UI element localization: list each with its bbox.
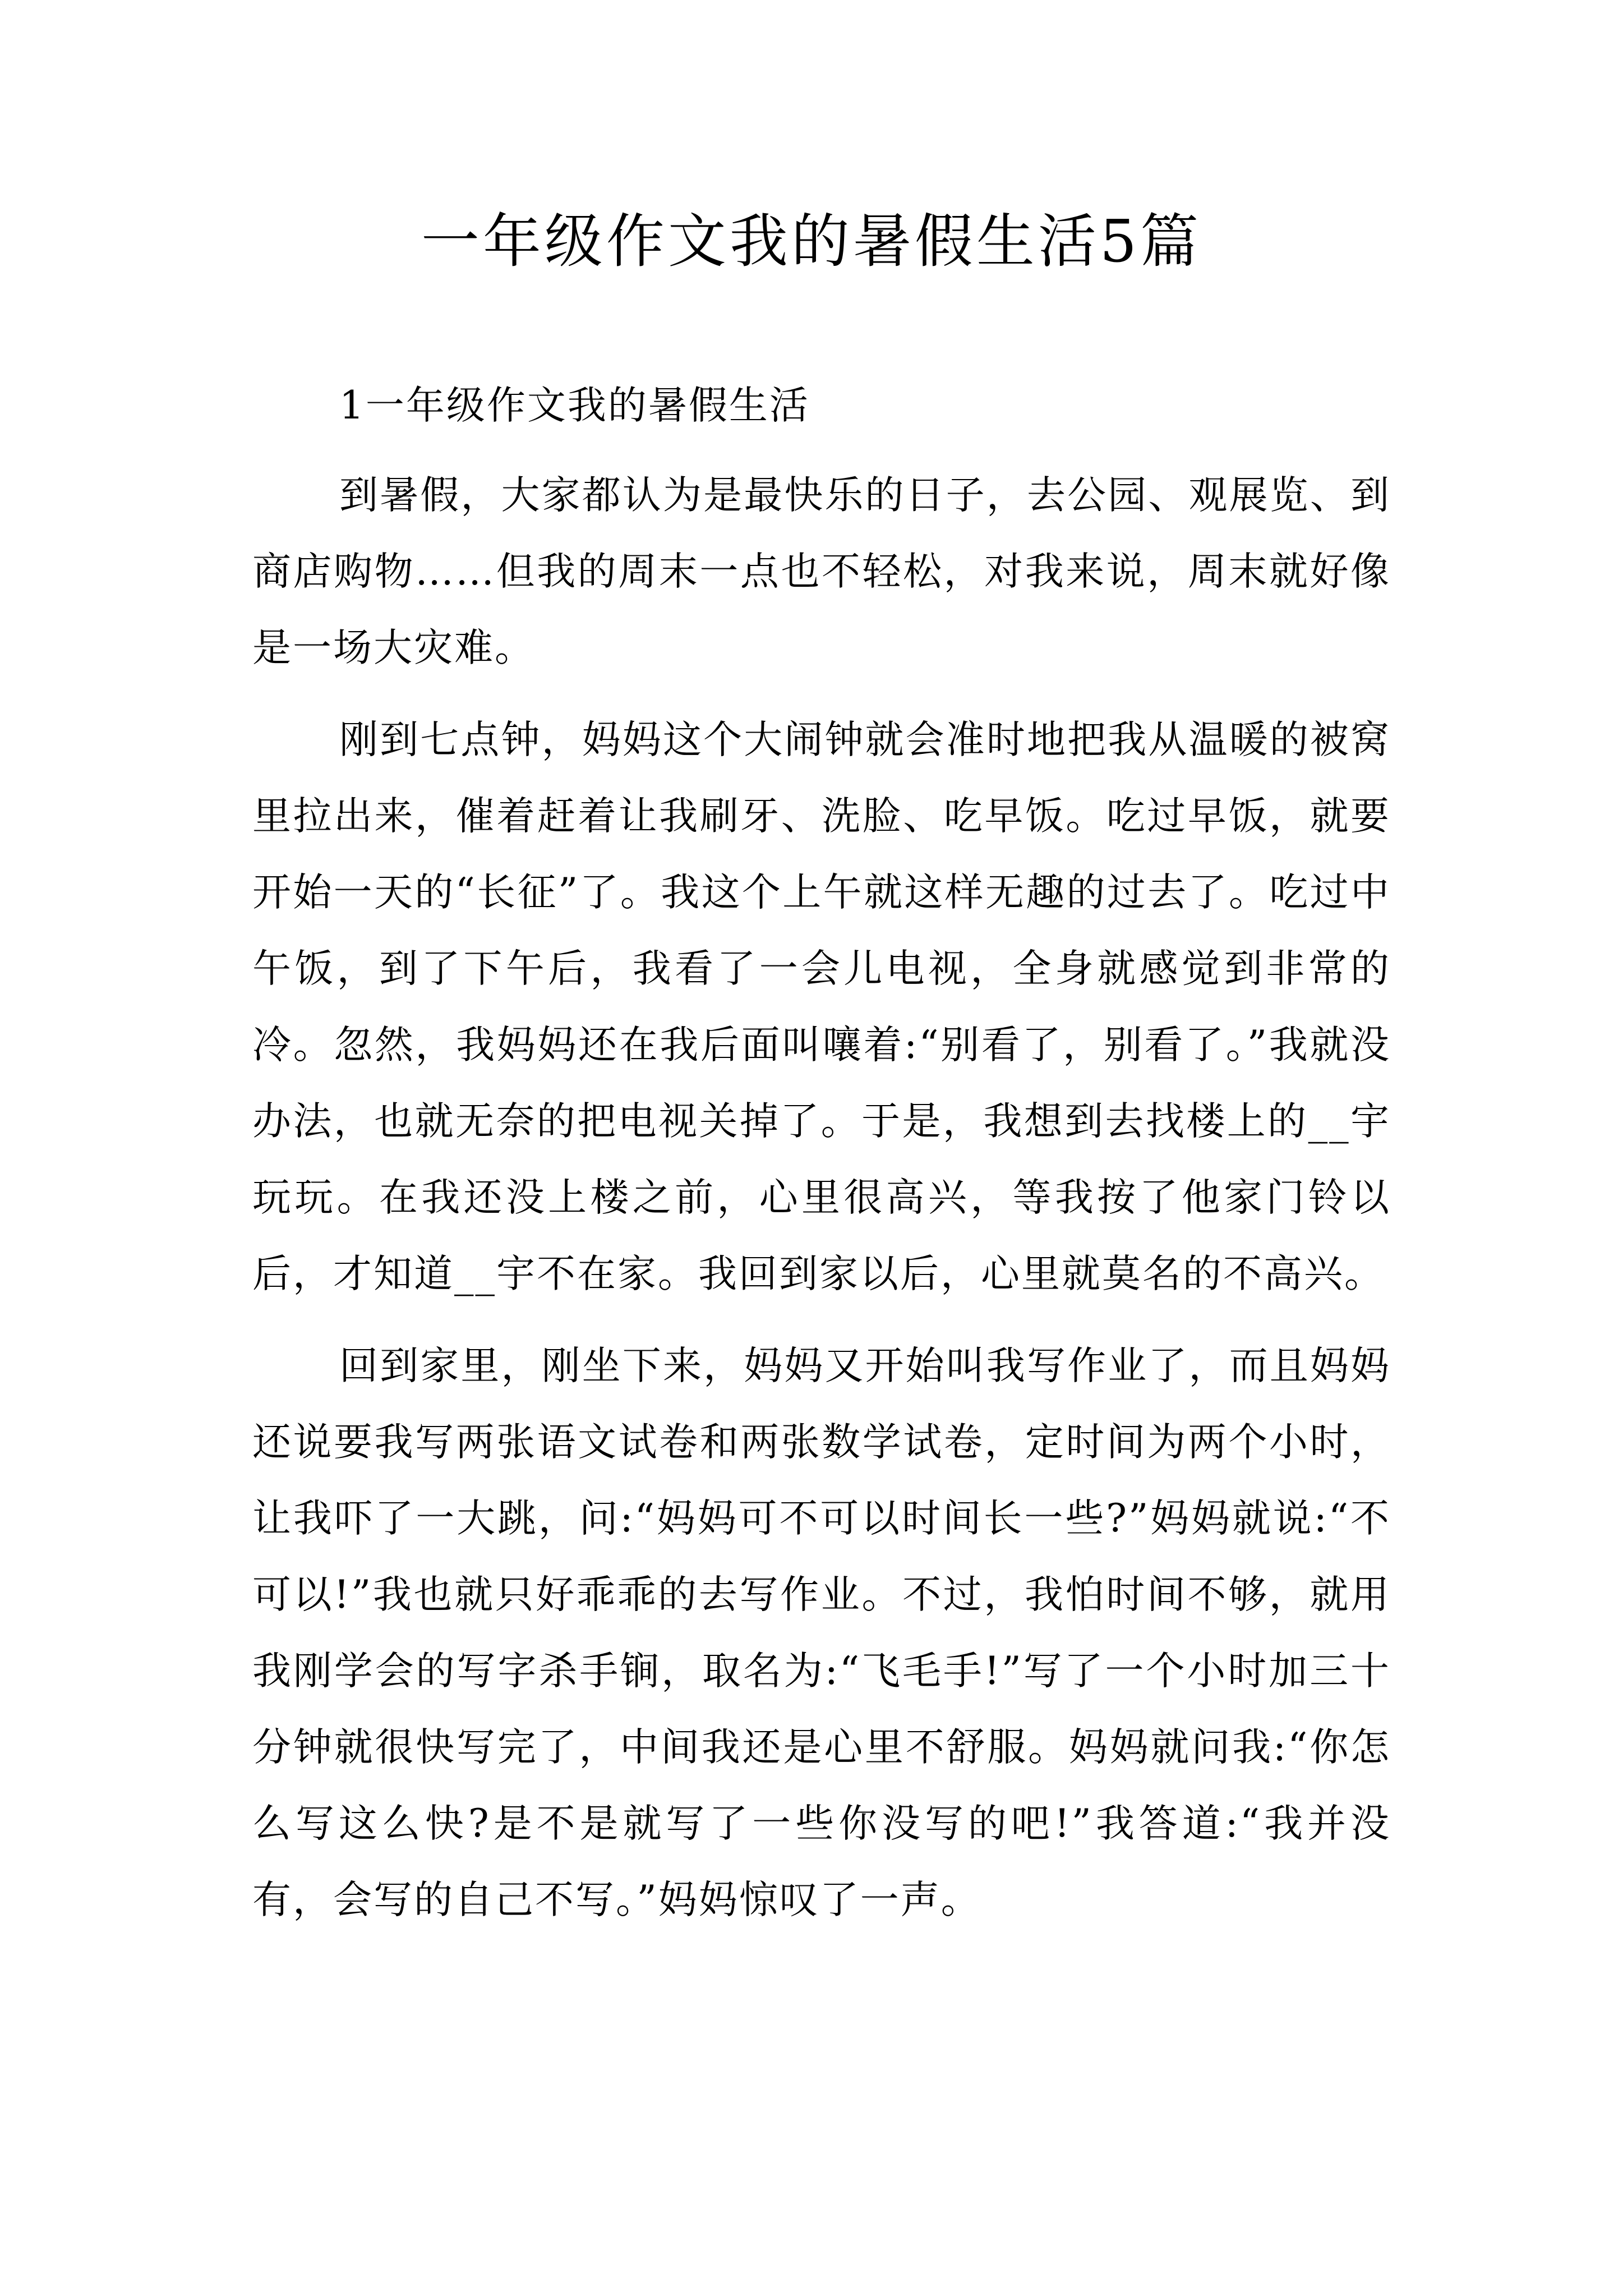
document-title: 一年级作文我的暑假生活5篇 — [421, 207, 1202, 275]
paragraph: 到暑假，大家都认为是最快乐的日子，去公园、观展览、到商店购物……但我的周末一点也不轻松，对我来说，周末就好像是一场大灾难。 — [252, 473, 1391, 670]
paragraph: 回到家里，刚坐下来，妈妈又开始叫我写作业了，而且妈妈还说要我写两张语文试卷和两张数学试卷，定时间为两个小时，让我吓了一大跳，问:“妈妈可不可以时间长一些?”妈妈就说:“不可以!”我也就只好乖乖的去写作业。不过，我怕时间不够，就用我刚学会的写字杀手锏，取名为:“飞毛手!”写了一个小时加三十分钟就很快写完了，中间我还是心里不舒服。妈妈就问我:“你怎么写这么快?是不是就写了一些你没写的吧!”我答道:“我并没有，会写的自己不写。”妈妈惊叹了一声。 — [252, 1343, 1391, 1922]
document-body — [252, 367, 1391, 1954]
section-heading: 1一年级作文我的暑假生活 — [339, 383, 810, 428]
paragraph: 刚到七点钟，妈妈这个大闹钟就会准时地把我从温暖的被窝里拉出来，催着赶着让我刷牙、洗脸、吃早饭。吃过早饭，就要开始一天的“长征”了。我这个上午就这样无趣的过去了。吃过中午饭，到了下午后，我看了一会儿电视，全身就感觉到非常的冷。忽然，我妈妈还在我后面叫嚷着:“别看了，别看了。”我就没办法，也就无奈的把电视关掉了。于是，我想到去找楼上的__宇玩玩。在我还没上楼之前，心里很高兴，等我按了他家门铃以后，才知道__宇不在家。我回到家以后，心里就莫名的不高兴。 — [252, 717, 1391, 1296]
